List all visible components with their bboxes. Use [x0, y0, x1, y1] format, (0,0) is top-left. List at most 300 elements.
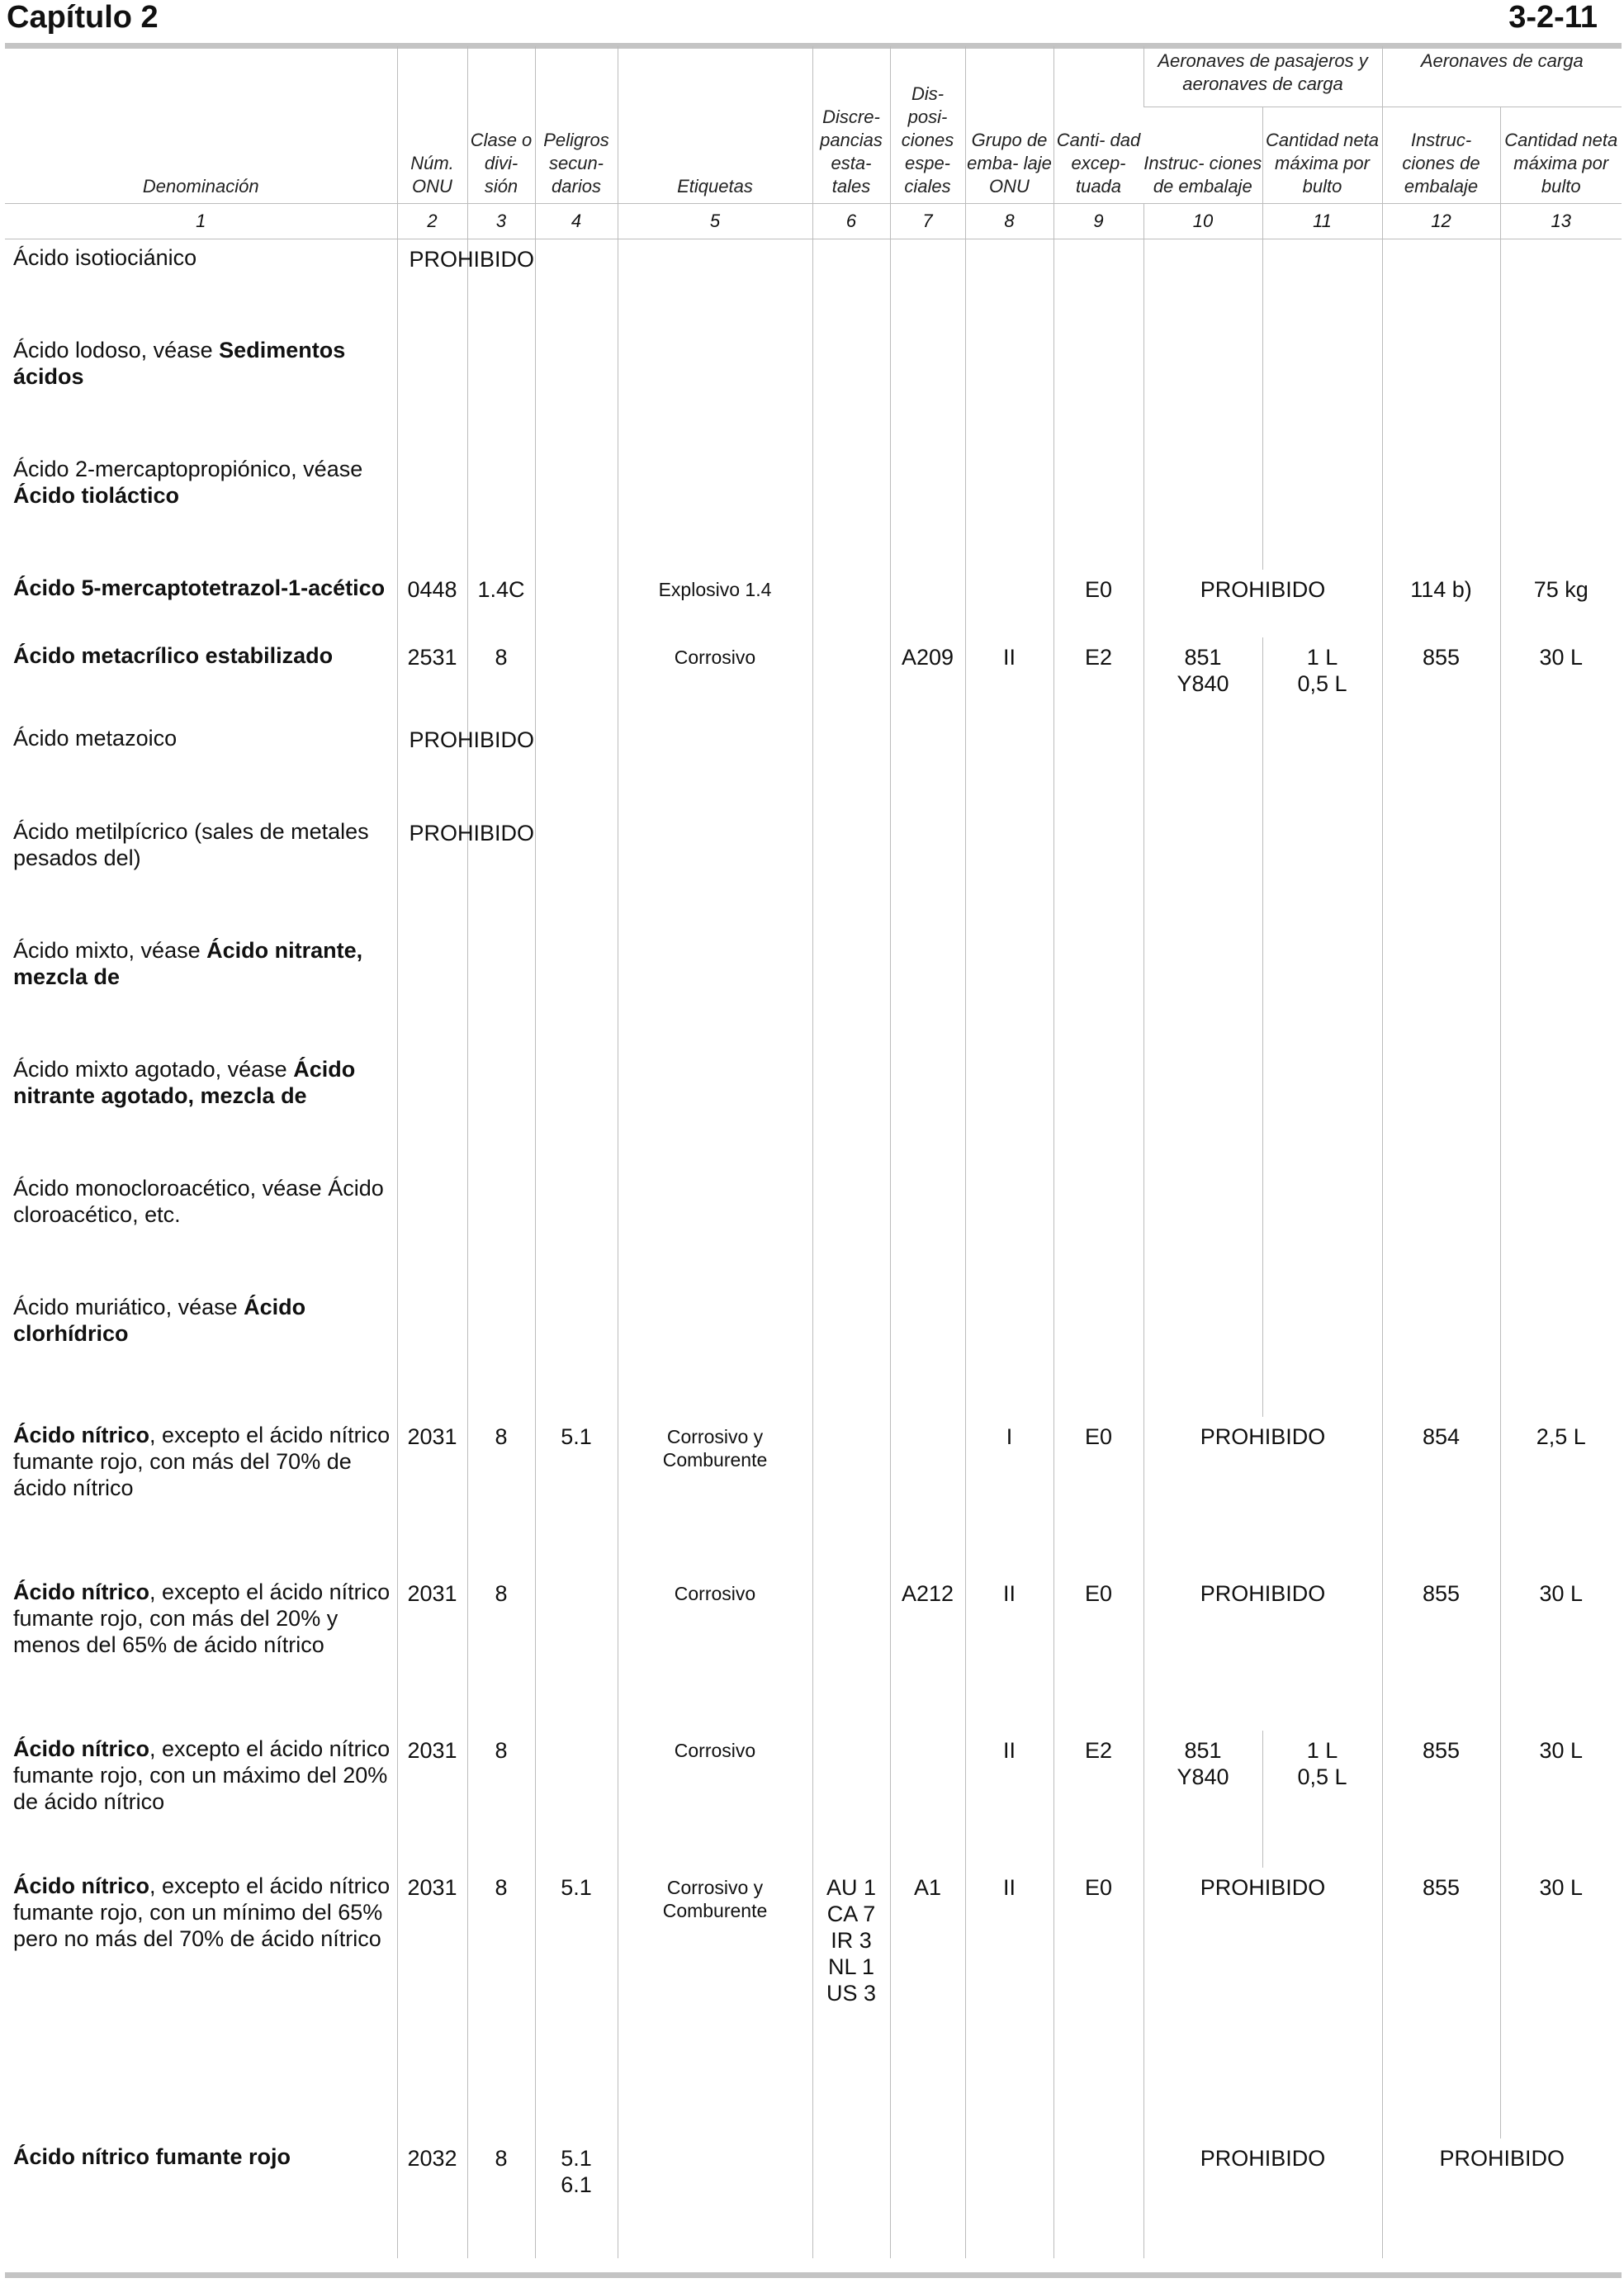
subsidiary-hazard: [535, 1574, 618, 1731]
empty-cell: [965, 1051, 1053, 1170]
empty-cell: [1382, 1051, 1500, 1170]
table-row: [5, 1417, 1622, 1574]
empty-cell: [1143, 813, 1262, 932]
empty-cell: [1500, 932, 1622, 1051]
un-number: [397, 1417, 467, 1574]
empty-cell: [1053, 451, 1143, 570]
class-division-line: 8: [495, 1875, 508, 1900]
state-variations: [812, 637, 890, 720]
empty-cell: [1500, 813, 1622, 932]
hazard-label-line: Corrosivo y Comburente: [662, 1426, 768, 1471]
excepted-quantity: [1053, 2139, 1143, 2258]
cargo-packing-instruction: [1382, 570, 1500, 637]
col-head-12: Instruc- ciones de embalaje: [1382, 107, 1500, 203]
column-number: 11: [1262, 203, 1382, 239]
denomination: [5, 1289, 397, 1417]
empty-cell: [1053, 239, 1143, 332]
bottom-rule: [5, 2272, 1622, 2278]
hazard-label-line: Corrosivo y Comburente: [662, 1877, 768, 1921]
column-number: 8: [965, 203, 1053, 239]
empty-cell: [965, 332, 1053, 451]
passenger-packing-instruction-line: 851: [1184, 645, 1222, 670]
state-variations-line: AU 1: [826, 1875, 877, 1900]
empty-cell: [1143, 239, 1262, 332]
empty-cell: [1500, 1289, 1622, 1417]
passenger-packing-instruction: [1143, 637, 1262, 720]
cargo-max-quantity-line: 2,5 L: [1536, 1424, 1586, 1449]
empty-cell: [467, 451, 535, 570]
empty-cell: [535, 1051, 618, 1170]
col-head-2: Núm. ONU: [397, 46, 467, 203]
empty-cell: [1382, 1289, 1500, 1417]
hazard-label-line: Corrosivo: [674, 1583, 756, 1604]
empty-cell: [965, 932, 1053, 1051]
denomination-text: , excepto el ácido nítrico fumante rojo, con más del 70% de ácido nítrico: [13, 1423, 391, 1500]
denomination-bold: Ácido clorhídrico: [13, 1295, 306, 1346]
empty-cell: [965, 720, 1053, 813]
class-division: [467, 1417, 535, 1574]
packing-group-line: II: [1002, 1875, 1016, 1900]
col-head-5: Etiquetas: [618, 46, 812, 203]
denomination-text: Ácido muriático, véase: [13, 1295, 244, 1319]
denomination: [5, 1574, 397, 1731]
empty-cell: [1053, 1051, 1143, 1170]
empty-cell: [1500, 1170, 1622, 1289]
denomination: [5, 813, 397, 932]
empty-cell: [467, 932, 535, 1051]
special-provisions-line: A212: [901, 1581, 954, 1606]
table-row: [5, 451, 1622, 570]
class-division: [467, 637, 535, 720]
passenger-packing-instruction-line: 851: [1184, 1738, 1222, 1763]
hazard-label: [618, 1731, 812, 1868]
special-provisions: [890, 1417, 965, 1574]
table-row: [5, 932, 1622, 1051]
subsidiary-hazard-line: 5.1: [561, 1424, 592, 1449]
cargo-prohibited: [1382, 2139, 1622, 2258]
column-number: 6: [812, 203, 890, 239]
empty-cell: [618, 720, 812, 813]
special-provisions: [890, 570, 965, 637]
empty-cell: [812, 332, 890, 451]
empty-cell: [1500, 332, 1622, 451]
denomination-text: Ácido isotiociánico: [13, 244, 197, 270]
column-number: 7: [890, 203, 965, 239]
denomination: [5, 1731, 397, 1868]
denomination-text: Ácido metazoico: [13, 726, 178, 751]
denomination-bold: Ácido nitrante, mezcla de: [13, 938, 363, 989]
empty-cell: [890, 332, 965, 451]
table-row: [5, 570, 1622, 637]
special-provisions-line: A1: [913, 1875, 942, 1900]
state-variations: [812, 1868, 890, 2139]
subsidiary-hazard: [535, 570, 618, 637]
denomination-text: , excepto el ácido nítrico fumante rojo, con un mínimo del 65% pero no más del 70% de ácido nítrico: [13, 1873, 391, 1951]
passenger-prohibited: [1143, 1574, 1382, 1731]
empty-cell: [535, 1289, 618, 1417]
state-variations: [812, 1417, 890, 1574]
cargo-packing-instruction: [1382, 637, 1500, 720]
excepted-quantity: [1053, 1417, 1143, 1574]
empty-cell: [535, 720, 618, 813]
cargo-packing-instruction-line: 114 b): [1410, 577, 1472, 602]
denomination-bold: Sedimentos ácidos: [13, 338, 346, 389]
denomination-bold: Ácido nítrico: [13, 1873, 150, 1898]
subsidiary-hazard: [535, 1417, 618, 1574]
column-number: 9: [1053, 203, 1143, 239]
special-provisions: [890, 1868, 965, 2139]
class-division-line: 1.4C: [477, 577, 525, 602]
un-number-line: 2531: [407, 645, 457, 670]
passenger-max-quantity-line: 1 L: [1306, 1738, 1338, 1763]
denomination-bold: Ácido nítrico fumante rojo: [13, 2144, 291, 2169]
prohibited-cell: [397, 720, 535, 813]
empty-cell: [890, 451, 965, 570]
passenger-max-quantity-line: 0,5 L: [1297, 1764, 1347, 1789]
table-row: [5, 239, 1622, 332]
excepted-quantity: [1053, 637, 1143, 720]
empty-cell: [1053, 332, 1143, 451]
empty-cell: [618, 239, 812, 332]
column-number: 12: [1382, 203, 1500, 239]
empty-cell: [1382, 1170, 1500, 1289]
hazard-label-line: Corrosivo: [674, 1740, 756, 1761]
hazard-label-line: Explosivo 1.4: [658, 579, 772, 600]
packing-group: [965, 1574, 1053, 1731]
empty-cell: [1053, 1289, 1143, 1417]
cargo-prohibited-line: PROHIBIDO: [1439, 2146, 1565, 2171]
excepted-quantity: [1053, 1574, 1143, 1731]
empty-cell: [1500, 720, 1622, 813]
denomination-text: , excepto el ácido nítrico fumante rojo, con más del 20% y menos del 65% de ácido nítrico: [13, 1580, 391, 1657]
empty-cell: [1262, 932, 1382, 1051]
col-head-1: Denominación: [142, 175, 259, 197]
denomination-bold: Ácido nitrante agotado, mezcla de: [13, 1057, 356, 1108]
cargo-packing-instruction: [1382, 1868, 1500, 2139]
empty-cell: [1382, 932, 1500, 1051]
cargo-max-quantity: [1500, 1417, 1622, 1574]
table-body: [5, 239, 1622, 2258]
col-head-6: Discre- pancias esta- tales: [812, 46, 890, 203]
empty-cell: [1262, 1289, 1382, 1417]
prohibited-cell: [397, 813, 535, 932]
passenger-packing-instruction-line: Y840: [1177, 1764, 1229, 1789]
empty-cell: [812, 1051, 890, 1170]
denomination-text: Ácido monocloroacético, véase Ácido cloroacético, etc.: [13, 1176, 384, 1227]
denomination-text: Ácido 2-mercaptopropiónico, véase: [13, 457, 363, 481]
packing-group: [965, 1868, 1053, 2139]
cargo-max-quantity-line: 75 kg: [1533, 577, 1588, 602]
hazard-label: [618, 570, 812, 637]
passenger-prohibited-line: PROHIBIDO: [1200, 577, 1326, 602]
empty-cell: [890, 239, 965, 332]
col-head-10: Instruc- ciones de embalaje: [1143, 152, 1262, 197]
state-variations: [812, 1574, 890, 1731]
table-row: [5, 637, 1622, 720]
un-number: [397, 637, 467, 720]
cargo-max-quantity: [1500, 570, 1622, 637]
empty-cell: [397, 332, 467, 451]
empty-cell: [1053, 720, 1143, 813]
empty-cell: [397, 1170, 467, 1289]
empty-cell: [965, 239, 1053, 332]
passenger-packing-instruction: [1143, 1731, 1262, 1868]
packing-group: [965, 1731, 1053, 1868]
column-number: 13: [1500, 203, 1622, 239]
class-division-line: 8: [495, 1581, 508, 1606]
passenger-max-quantity-line: 0,5 L: [1297, 671, 1347, 696]
special-provisions: [890, 637, 965, 720]
excepted-quantity: [1053, 1731, 1143, 1868]
hazard-label: [618, 1574, 812, 1731]
un-number-line: 2031: [407, 1875, 457, 1900]
col-head-4: Peligros secun- darios: [535, 46, 618, 203]
passenger-max-quantity: [1262, 1731, 1382, 1868]
denomination: [5, 451, 397, 570]
dangerous-goods-table: [5, 46, 1622, 2258]
hazard-label: [618, 1417, 812, 1574]
empty-cell: [965, 451, 1053, 570]
empty-cell: [1143, 720, 1262, 813]
excepted-quantity-line: E0: [1084, 1875, 1113, 1900]
passenger-prohibited: [1143, 1417, 1382, 1574]
prohibited-cell: [397, 239, 535, 332]
class-division-line: 8: [495, 2146, 508, 2171]
empty-cell: [535, 813, 618, 932]
empty-cell: [535, 1170, 618, 1289]
empty-cell: [618, 932, 812, 1051]
denomination: [5, 720, 397, 813]
excepted-quantity: [1053, 570, 1143, 637]
hazard-label: [618, 2139, 812, 2258]
cargo-packing-instruction-line: 855: [1422, 645, 1461, 670]
empty-cell: [812, 932, 890, 1051]
col-head-3: Clase o divi- sión: [467, 46, 535, 203]
prohibited-label: PROHIBIDO: [409, 727, 535, 752]
subsidiary-hazard-line: 5.1: [561, 2146, 592, 2171]
empty-cell: [812, 813, 890, 932]
group-head-cargo: Aeronaves de carga: [1382, 46, 1622, 107]
cargo-max-quantity: [1500, 637, 1622, 720]
empty-cell: [890, 1051, 965, 1170]
passenger-prohibited-line: PROHIBIDO: [1200, 1424, 1326, 1449]
denomination: [5, 1417, 397, 1574]
empty-cell: [467, 332, 535, 451]
class-division: [467, 1731, 535, 1868]
cargo-packing-instruction: [1382, 1417, 1500, 1574]
table-row: [5, 332, 1622, 451]
un-number-line: 2031: [407, 1738, 457, 1763]
denomination-text: Ácido mixto agotado, véase: [13, 1057, 294, 1082]
subsidiary-hazard: [535, 2139, 618, 2258]
table-row: [5, 813, 1622, 932]
empty-cell: [618, 1289, 812, 1417]
empty-cell: [397, 451, 467, 570]
table-row: [5, 1574, 1622, 1731]
un-number: [397, 570, 467, 637]
subsidiary-hazard-line: 5.1: [561, 1875, 592, 1900]
empty-cell: [812, 1289, 890, 1417]
col-head-11: Cantidad neta máxima por bulto: [1262, 107, 1382, 203]
empty-cell: [535, 932, 618, 1051]
empty-cell: [618, 1170, 812, 1289]
empty-cell: [1143, 451, 1262, 570]
cargo-max-quantity: [1500, 1574, 1622, 1731]
denomination-text: Ácido metilpícrico (sales de metales pesados del): [13, 819, 369, 870]
empty-cell: [1382, 720, 1500, 813]
column-number: 10: [1143, 203, 1262, 239]
cargo-max-quantity-line: 30 L: [1539, 1875, 1584, 1900]
passenger-prohibited: [1143, 2139, 1382, 2258]
empty-cell: [535, 451, 618, 570]
un-number: [397, 1731, 467, 1868]
empty-cell: [1262, 451, 1382, 570]
column-number: 2: [397, 203, 467, 239]
passenger-packing-instruction-line: Y840: [1177, 671, 1229, 696]
denomination: [5, 1170, 397, 1289]
group-head-passenger: Aeronaves de pasajeros y aeronaves de carga: [1143, 46, 1382, 107]
column-number: 1: [5, 203, 397, 239]
prohibited-label: PROHIBIDO: [409, 821, 535, 845]
subsidiary-hazard: [535, 1731, 618, 1868]
passenger-prohibited: [1143, 570, 1382, 637]
denomination-bold: Ácido nítrico: [13, 1736, 150, 1761]
empty-cell: [812, 720, 890, 813]
excepted-quantity-line: E0: [1084, 577, 1113, 602]
empty-cell: [618, 451, 812, 570]
empty-cell: [1500, 451, 1622, 570]
packing-group: [965, 637, 1053, 720]
empty-cell: [965, 813, 1053, 932]
denomination-bold: Ácido nítrico: [13, 1423, 150, 1447]
empty-cell: [1053, 813, 1143, 932]
excepted-quantity-line: E2: [1084, 1738, 1113, 1763]
empty-cell: [890, 932, 965, 1051]
table-row: [5, 1868, 1622, 2139]
excepted-quantity: [1053, 1868, 1143, 2139]
denomination-bold: Ácido tioláctico: [13, 483, 180, 508]
empty-cell: [1262, 1170, 1382, 1289]
column-number: 3: [467, 203, 535, 239]
cargo-packing-instruction: [1382, 1574, 1500, 1731]
denomination: [5, 2139, 397, 2258]
passenger-prohibited-line: PROHIBIDO: [1200, 1581, 1326, 1606]
special-provisions: [890, 1574, 965, 1731]
passenger-prohibited: [1143, 1868, 1382, 2139]
empty-cell: [1382, 239, 1500, 332]
un-number-line: 2032: [407, 2146, 457, 2171]
empty-cell: [1500, 1051, 1622, 1170]
denomination-text: , excepto el ácido nítrico fumante rojo, con un máximo del 20% de ácido nítrico: [13, 1736, 391, 1814]
special-provisions: [890, 2139, 965, 2258]
empty-cell: [812, 1170, 890, 1289]
passenger-max-quantity-line: 1 L: [1306, 645, 1338, 670]
un-number-line: 2031: [407, 1581, 457, 1606]
empty-cell: [965, 1289, 1053, 1417]
denomination: [5, 570, 397, 637]
state-variations-line: CA 7: [826, 1902, 876, 1926]
cargo-packing-instruction-line: 855: [1422, 1875, 1461, 1900]
empty-cell: [467, 1051, 535, 1170]
empty-cell: [535, 332, 618, 451]
un-number: [397, 2139, 467, 2258]
empty-cell: [1500, 239, 1622, 332]
empty-cell: [618, 813, 812, 932]
subsidiary-hazard-line: 6.1: [561, 2172, 592, 2197]
empty-cell: [1382, 451, 1500, 570]
packing-group: [965, 570, 1053, 637]
empty-cell: [1382, 813, 1500, 932]
col-head-13: Cantidad neta máxima por bulto: [1500, 107, 1622, 203]
empty-cell: [1143, 1289, 1262, 1417]
column-number: 4: [535, 203, 618, 239]
hazard-label: [618, 637, 812, 720]
empty-cell: [1143, 1051, 1262, 1170]
prohibited-label: PROHIBIDO: [409, 246, 535, 272]
column-number: 5: [618, 203, 812, 239]
denomination-text: Ácido lodoso, véase: [13, 338, 220, 362]
cargo-packing-instruction-line: 854: [1422, 1424, 1461, 1449]
page-number: 3-2-11: [1508, 0, 1598, 35]
packing-group-line: I: [1006, 1424, 1013, 1449]
cargo-packing-instruction-line: 855: [1422, 1581, 1461, 1606]
denomination-text: Ácido mixto, véase: [13, 938, 207, 963]
passenger-prohibited-line: PROHIBIDO: [1200, 1875, 1326, 1900]
empty-cell: [1262, 332, 1382, 451]
un-number-line: 2031: [407, 1424, 457, 1449]
col-head-8: Grupo de emba- laje ONU: [965, 46, 1053, 203]
subsidiary-hazard: [535, 1868, 618, 2139]
denomination: [5, 332, 397, 451]
table-row: [5, 1289, 1622, 1417]
denomination-bold: Ácido 5-mercaptotetrazol-1-acético: [13, 575, 386, 600]
empty-cell: [1053, 932, 1143, 1051]
empty-cell: [890, 720, 965, 813]
denomination-bold: Ácido nítrico: [13, 1580, 150, 1604]
empty-cell: [535, 239, 618, 332]
class-division: [467, 1574, 535, 1731]
col-head-9: Canti- dad excep- tuada: [1053, 46, 1143, 203]
excepted-quantity-line: E0: [1084, 1581, 1113, 1606]
table-row: [5, 720, 1622, 813]
table-row: [5, 1731, 1622, 1868]
denomination: [5, 1868, 397, 2139]
hazard-label: [618, 1868, 812, 2139]
empty-cell: [812, 451, 890, 570]
un-number: [397, 1868, 467, 2139]
denomination: [5, 1051, 397, 1170]
state-variations-line: US 3: [826, 1981, 877, 2006]
packing-group: [965, 1417, 1053, 1574]
class-division: [467, 2139, 535, 2258]
empty-cell: [467, 1289, 535, 1417]
state-variations: [812, 570, 890, 637]
empty-cell: [618, 1051, 812, 1170]
table-row: [5, 2139, 1622, 2258]
chapter-title: Capítulo 2: [7, 0, 159, 35]
empty-cell: [467, 1170, 535, 1289]
packing-group-line: II: [1002, 645, 1016, 670]
cargo-max-quantity-line: 30 L: [1539, 1738, 1584, 1763]
class-division-line: 8: [495, 645, 508, 670]
col-head-7: Dis- posi- ciones espe- ciales: [890, 46, 965, 203]
empty-cell: [397, 932, 467, 1051]
empty-cell: [397, 1289, 467, 1417]
packing-group-line: II: [1002, 1738, 1016, 1763]
cargo-max-quantity: [1500, 1731, 1622, 1868]
class-division-line: 8: [495, 1424, 508, 1449]
empty-cell: [1382, 332, 1500, 451]
